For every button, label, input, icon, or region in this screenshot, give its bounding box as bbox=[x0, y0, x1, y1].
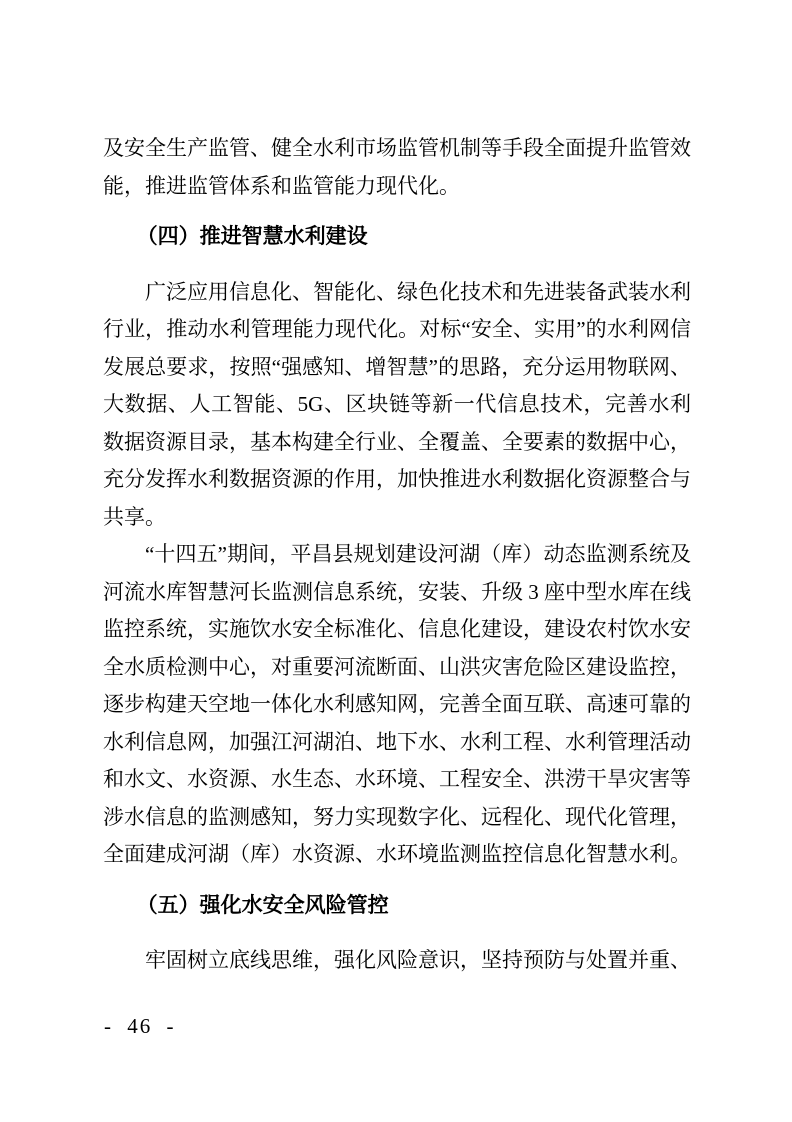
body-paragraph: “十四五”期间，平昌县规划建设河湖（库）动态监测系统及河流水库智慧河长监测信息系统，安装、升级 3 座中型水库在线监控系统，实施饮水安全标准化、信息化建设，建设农村饮水安全水质检测中心，对重要河流断面、山洪灾害危险区建设监控，逐步构建天空地一体化水利感知网，完善全面互联、高速可靠的水利信息网，加强江河湖泊、地下水、水利工程、水利管理活动和水文、水资源、水生态、水环境、工程安全、洪涝干旱灾害等涉水信息的监测感知，努力实现数字化、远程化、现代化管理，全面建成河湖（库）水资源、水环境监测监控信息化智慧水利。 bbox=[103, 542, 691, 866]
body-paragraph: 牢固树立底线思维，强化风险意识，坚持预防与处置并重、 bbox=[145, 948, 691, 972]
body-paragraph: 及安全生产监管、健全水利市场监管机制等手段全面提升监管效能，推进监管体系和监管能力现代化。 bbox=[103, 136, 691, 198]
body-paragraph: 广泛应用信息化、智能化、绿色化技术和先进装备武装水利行业，推动水利管理能力现代化。对标“安全、实用”的水利网信发展总要求，按照“强感知、增智慧”的思路，充分运用物联网、大数据、人工智能、5G、区块链等新一代信息技术，完善水利数据资源目录，基本构建全行业、全覆盖、全要素的数据中心，充分发挥水利数据资源的作用，加快推进水利数据化资源整合与共享。 bbox=[103, 279, 691, 529]
document-body bbox=[103, 130, 691, 980]
page-number: - 46 - bbox=[104, 1014, 176, 1038]
section-heading: （四）推进智慧水利建设 bbox=[136, 224, 368, 248]
section-heading: （五）强化水安全风险管控 bbox=[136, 892, 389, 917]
